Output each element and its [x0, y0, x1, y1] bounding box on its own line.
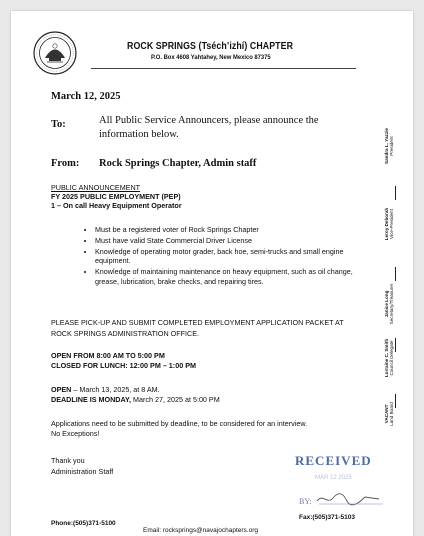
- thanks-line: Thank you: [51, 456, 85, 465]
- stamp-by-label: BY:: [299, 497, 312, 506]
- program-title: FY 2025 PUBLIC EMPLOYMENT (PEP): [51, 192, 181, 201]
- letterhead-address: P.O. Box 4608 Yahtahey, New Mexico 87375: [151, 54, 271, 61]
- stamp-date: MAR 12 2025: [315, 475, 352, 481]
- pickup-instructions: PLEASE PICK-UP AND SUBMIT COMPLETED EMPLOYMENT APPLICATION PACKET AT ROCK SPRINGS ADMINISTRATION OFFICE.: [51, 318, 344, 338]
- footer-email: Email: rocksprings@navajochapters.org: [143, 527, 258, 534]
- open-date: – March 13, 2025, at 8 AM.: [71, 385, 160, 394]
- submission-note: Applications need to be submitted by deadline, to be considered for an interview.: [51, 419, 308, 428]
- no-exceptions-note: No Exceptions!: [51, 429, 100, 438]
- signoff-line: Administration Staff: [51, 467, 114, 476]
- to-text: All Public Service Announcers, please announce the information below.: [99, 115, 319, 140]
- list-item: • Knowledge of maintaining maintenance on heavy equipment, such as oil change, grease, lubrication, brake checks, and repairing tires.: [95, 267, 365, 287]
- letterhead-rule: [91, 68, 356, 69]
- officer-role: Council Delegate: [389, 340, 395, 376]
- received-stamp: [289, 451, 397, 517]
- deadline-line: [51, 395, 351, 404]
- letterhead-title: ROCK SPRINGS (Tséch’izhí) CHAPTER: [127, 41, 294, 52]
- office-hours: OPEN FROM 8:00 AM TO 5:00 PM: [51, 351, 165, 360]
- officer-vice-president: [384, 199, 394, 249]
- officer-role: Secretary/Treasurer: [389, 283, 395, 325]
- list-item: • Must be a registered voter of Rock Springs Chapter: [95, 225, 365, 235]
- officer-name: Lorraine C. Smith: [384, 338, 389, 378]
- sidebar-divider: [395, 394, 396, 408]
- open-label: OPEN: [51, 385, 72, 394]
- footer-fax: Fax:(505)371-5103: [299, 514, 356, 521]
- chapter-seal-logo: [33, 31, 77, 75]
- officer-president: [384, 121, 394, 171]
- stamp-received-word: RECEIVED: [295, 453, 372, 468]
- officer-role: Vice-President: [389, 209, 395, 239]
- letter-date: March 12, 2025: [51, 91, 121, 102]
- officer-land-board: [384, 389, 394, 439]
- open-date-line: [51, 385, 351, 394]
- from-label: From:: [51, 158, 80, 169]
- document-page: [11, 11, 413, 536]
- sidebar-divider: [395, 267, 396, 281]
- list-item: • Must have valid State Commercial Driver License: [95, 236, 365, 246]
- officer-name: Sandra L. Yazzie: [384, 128, 389, 164]
- deadline-label: DEADLINE IS MONDAY,: [51, 395, 132, 404]
- officer-name: Leroy Deborah: [384, 207, 389, 241]
- officer-name: VACANT: [384, 404, 389, 424]
- officer-council-delegate: [384, 333, 394, 383]
- deadline-date: March 27, 2025 at 5:00 PM: [131, 395, 220, 404]
- position-title: 1 – On call Heavy Equipment Operator: [51, 201, 182, 210]
- list-item: • Knowledge of operating motor grader, back hoe, semi-trucks and small engine equipment.: [95, 247, 365, 267]
- announcement-heading: PUBLIC ANNOUNCEMENT: [51, 183, 141, 192]
- officer-secretary: [384, 279, 394, 329]
- requirements-list: [83, 225, 365, 288]
- sidebar-divider: [395, 186, 396, 200]
- officer-role: President: [389, 136, 395, 156]
- signature-scribble: [315, 489, 385, 507]
- officer-role: Land Board: [389, 402, 395, 426]
- to-label: To:: [51, 119, 66, 130]
- lunch-hours: CLOSED FOR LUNCH: 12:00 PM – 1:00 PM: [51, 361, 196, 370]
- officer-name: Janice Long: [384, 290, 389, 318]
- from-text: Rock Springs Chapter, Admin staff: [99, 158, 257, 169]
- footer-phone: Phone:(505)371-5100: [51, 520, 116, 527]
- sidebar-divider: [395, 338, 396, 352]
